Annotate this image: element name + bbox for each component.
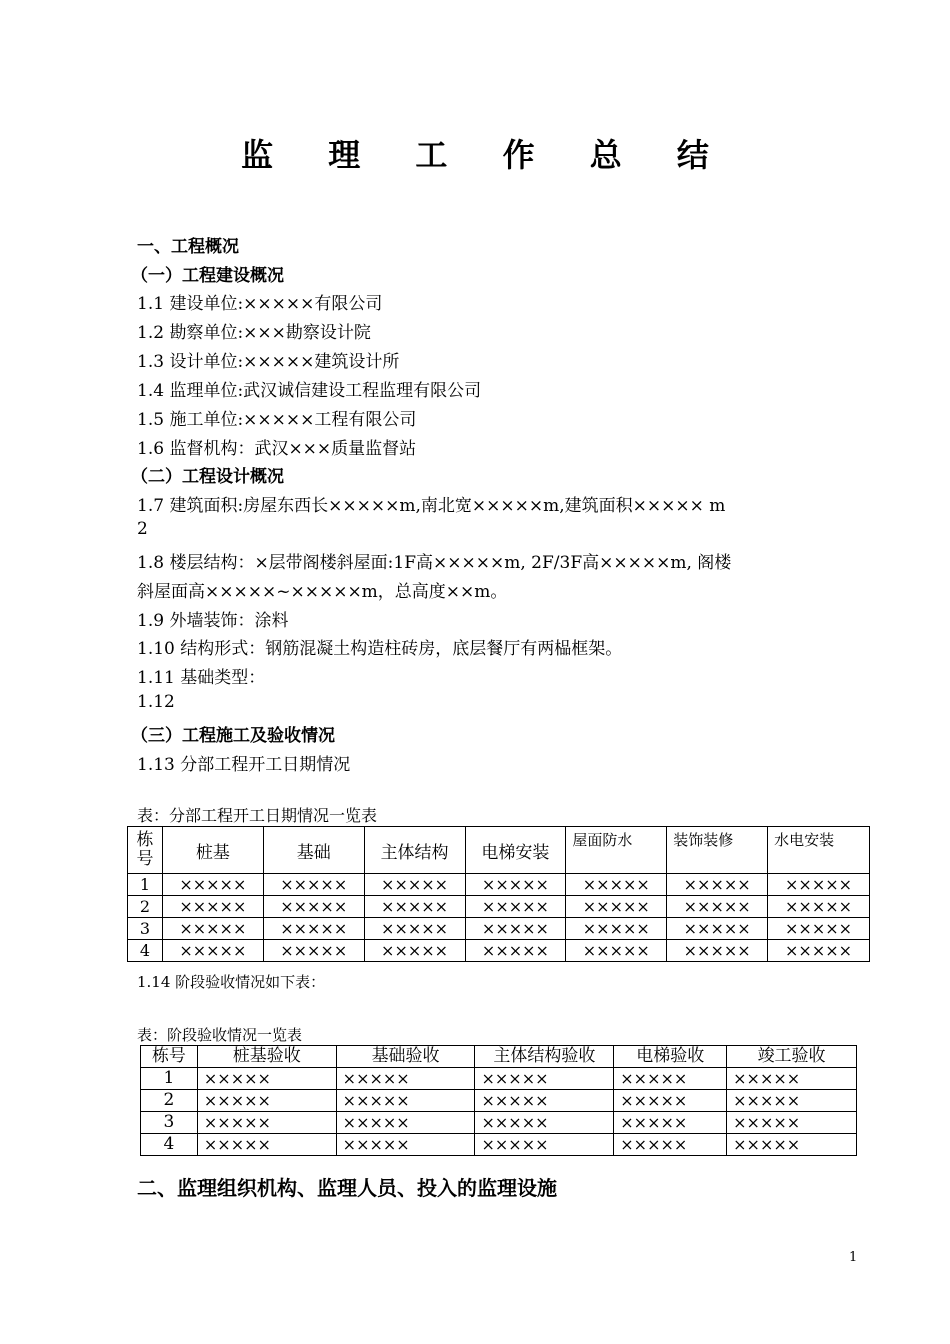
cell: ×××××	[475, 1068, 614, 1090]
cell: ×××××	[364, 896, 465, 918]
cell: ×××××	[727, 1134, 857, 1156]
cell: ×××××	[263, 940, 364, 962]
header-structure-acceptance: 主体结构验收	[475, 1046, 614, 1068]
table-row	[141, 1134, 857, 1156]
header-building-no: 栋号	[128, 827, 163, 874]
cell: ×××××	[364, 940, 465, 962]
cell: ×××××	[727, 1090, 857, 1112]
cell: ×××××	[727, 1112, 857, 1134]
cell: ×××××	[197, 1090, 336, 1112]
cell: ×××××	[364, 918, 465, 940]
item-1-8-line2: 斜屋面高×××××~×××××m，总高度××m。	[137, 582, 508, 602]
cell: ×××××	[614, 1134, 727, 1156]
item-1-2: 1.2 勘察单位:×××勘察设计院	[137, 323, 371, 343]
cell: ×××××	[263, 896, 364, 918]
table-row	[128, 940, 870, 962]
cell: ×××××	[768, 918, 870, 940]
header-completion-acceptance: 竣工验收	[727, 1046, 857, 1068]
subsection-design-overview: （二）工程设计概况	[131, 467, 284, 487]
cell: ×××××	[197, 1134, 336, 1156]
table-row	[141, 1112, 857, 1134]
cell: ×××××	[465, 918, 566, 940]
cell: 1	[141, 1068, 198, 1090]
cell: ×××××	[667, 874, 768, 896]
stage-acceptance-table	[140, 1045, 857, 1156]
cell: ×××××	[768, 896, 870, 918]
table2-caption: 表：阶段验收情况一览表	[137, 1026, 303, 1044]
item-1-5: 1.5 施工单位:×××××工程有限公司	[137, 410, 417, 430]
cell: ×××××	[162, 940, 263, 962]
table-row	[141, 1090, 857, 1112]
cell: ×××××	[566, 918, 667, 940]
cell: ×××××	[336, 1134, 475, 1156]
header-pile: 桩基	[162, 827, 263, 874]
item-1-7-line1: 1.7 建筑面积:房屋东西长×××××m,南北宽×××××m,建筑面积××××× m	[137, 496, 726, 516]
cell: 2	[141, 1090, 198, 1112]
header-foundation-acceptance: 基础验收	[336, 1046, 475, 1068]
cell: 2	[128, 896, 163, 918]
cell: 1	[128, 874, 163, 896]
header-main-structure: 主体结构	[364, 827, 465, 874]
table-row	[128, 874, 870, 896]
item-1-14: 1.14 阶段验收情况如下表：	[137, 973, 326, 991]
cell: ×××××	[667, 918, 768, 940]
cell: ×××××	[263, 874, 364, 896]
cell: ×××××	[768, 940, 870, 962]
header-decoration: 装饰装修	[667, 827, 768, 874]
header-building-no: 栋号	[141, 1046, 198, 1068]
item-1-11: 1.11 基础类型：	[137, 668, 266, 688]
start-date-table	[127, 826, 870, 962]
cell: ×××××	[465, 940, 566, 962]
header-roof-waterproof: 屋面防水	[566, 827, 667, 874]
cell: ×××××	[465, 874, 566, 896]
cell: ×××××	[336, 1068, 475, 1090]
table-row	[141, 1068, 857, 1090]
cell: 4	[128, 940, 163, 962]
header-elevator-acceptance: 电梯验收	[614, 1046, 727, 1068]
section-heading-organization: 二、监理组织机构、监理人员、投入的监理设施	[137, 1176, 557, 1200]
document-title: 监 理 工 作 总 结	[241, 136, 731, 174]
cell: ×××××	[475, 1090, 614, 1112]
cell: ×××××	[475, 1112, 614, 1134]
item-1-13: 1.13 分部工程开工日期情况	[137, 755, 351, 775]
cell: ×××××	[667, 940, 768, 962]
table-row	[128, 896, 870, 918]
cell: ×××××	[465, 896, 566, 918]
item-1-12: 1.12	[137, 692, 175, 712]
cell: ×××××	[566, 940, 667, 962]
cell: ×××××	[197, 1112, 336, 1134]
cell: ×××××	[768, 874, 870, 896]
table-header-row	[128, 827, 870, 874]
item-1-1: 1.1 建设单位:×××××有限公司	[137, 294, 383, 314]
cell: ×××××	[263, 918, 364, 940]
header-elevator: 电梯安装	[465, 827, 566, 874]
subsection-construction-overview: （一）工程建设概况	[131, 266, 284, 286]
cell: ×××××	[162, 896, 263, 918]
subsection-construction-acceptance: （三）工程施工及验收情况	[131, 726, 335, 746]
cell: ×××××	[566, 874, 667, 896]
item-1-3: 1.3 设计单位:×××××建筑设计所	[137, 352, 400, 372]
item-1-9: 1.9 外墙装饰：涂料	[137, 611, 289, 631]
cell: ×××××	[614, 1068, 727, 1090]
page-number: 1	[849, 1250, 858, 1265]
cell: ×××××	[727, 1068, 857, 1090]
item-1-8-line1: 1.8 楼层结构：×层带阁楼斜屋面:1F高×××××m, 2F/3F高×××××m, 阁楼	[137, 553, 732, 573]
cell: ×××××	[162, 874, 263, 896]
cell: ×××××	[162, 918, 263, 940]
cell: ×××××	[364, 874, 465, 896]
table-header-row	[141, 1046, 857, 1068]
cell: 3	[141, 1112, 198, 1134]
header-pile-acceptance: 桩基验收	[197, 1046, 336, 1068]
item-1-7-line2: 2	[137, 519, 148, 539]
table1-caption: 表：分部工程开工日期情况一览表	[137, 806, 378, 825]
cell: ×××××	[475, 1134, 614, 1156]
header-plumbing-electric: 水电安装	[768, 827, 870, 874]
cell: 3	[128, 918, 163, 940]
item-1-4: 1.4 监理单位:武汉诚信建设工程监理有限公司	[137, 381, 482, 401]
header-foundation: 基础	[263, 827, 364, 874]
cell: ×××××	[566, 896, 667, 918]
cell: ×××××	[336, 1090, 475, 1112]
table-row	[128, 918, 870, 940]
cell: ×××××	[614, 1112, 727, 1134]
cell: ×××××	[614, 1090, 727, 1112]
item-1-10: 1.10 结构形式：钢筋混凝土构造柱砖房，底层餐厅有两榀框架。	[137, 639, 623, 659]
cell: ×××××	[336, 1112, 475, 1134]
item-1-6: 1.6 监督机构：武汉×××质量监督站	[137, 439, 417, 459]
cell: 4	[141, 1134, 198, 1156]
cell: ×××××	[667, 896, 768, 918]
cell: ×××××	[197, 1068, 336, 1090]
section-heading-overview: 一、工程概况	[137, 237, 239, 257]
